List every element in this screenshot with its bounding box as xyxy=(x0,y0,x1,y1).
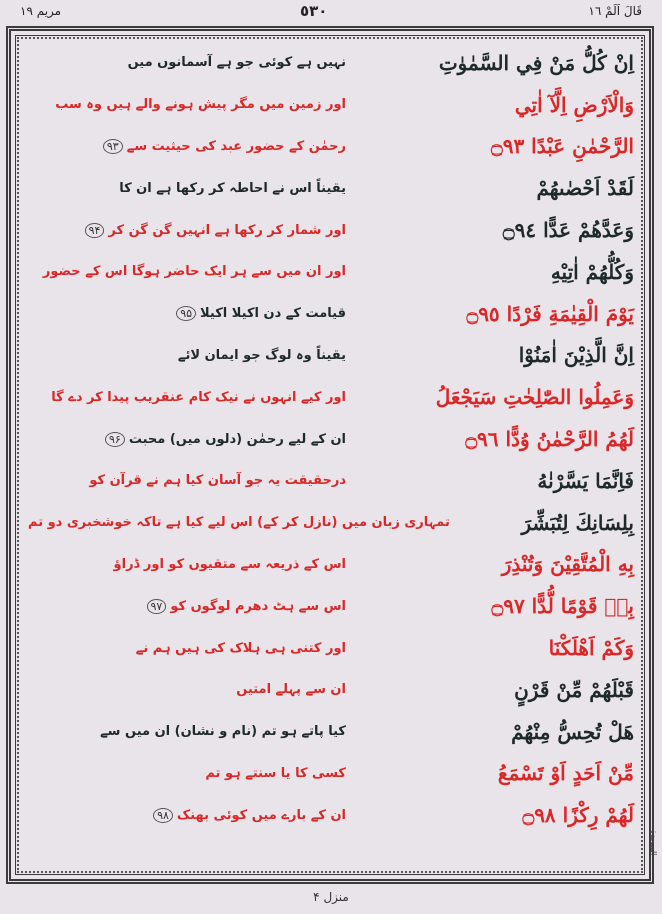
verse-row xyxy=(20,376,642,418)
verse-row xyxy=(20,753,642,795)
urdu-text: اور زمین میں مگر پیش ہونے والے ہیں وہ سب xyxy=(55,97,346,113)
verse-number-mark: ۹۸ xyxy=(153,808,173,823)
arabic-text: لَهُمُ الرَّحْمٰنُ وُدًّا ۝٩٦ xyxy=(465,427,634,452)
urdu-text: ان کے لیے رحمٰن (دلوں میں) محبت xyxy=(128,431,346,447)
urdu-text: رحمٰن کے حضور عبد کی حیثیت سے xyxy=(126,138,346,154)
verse-row xyxy=(20,42,642,84)
urdu-translation xyxy=(20,432,362,447)
urdu-translation xyxy=(20,473,362,488)
urdu-translation xyxy=(20,390,362,405)
verse-row xyxy=(20,84,642,126)
urdu-text: کیا پاتے ہو تم (نام و نشان) ان میں سے xyxy=(100,724,346,740)
urdu-translation xyxy=(20,682,362,697)
urdu-text: اور ان میں سے ہر ایک حاضر ہوگا اس کے حضور xyxy=(42,264,346,280)
verse-row xyxy=(20,460,642,502)
verse-row xyxy=(20,335,642,377)
urdu-translation xyxy=(20,223,362,238)
arabic-text: وَعَمِلُوا الصّٰلِحٰتِ سَيَجْعَلُ xyxy=(435,385,634,410)
arabic-text: لَهُمْ رِكْزًا ۝٩٨ xyxy=(522,803,634,828)
urdu-text: نہیں ہے کوئی جو ہے آسمانوں میں xyxy=(127,55,346,71)
manzil-footer: منزل ۴ xyxy=(313,890,349,904)
arabic-text: هَلْ تُحِسُّ مِنْهُمْ xyxy=(511,719,634,744)
urdu-text: اور شمار کر رکھا ہے انہیں گن گن کر xyxy=(108,222,346,238)
arabic-text: فَاِنَّمَا يَسَّرْنٰهُ xyxy=(537,468,634,493)
urdu-text: یقیناً اس نے احاطہ کر رکھا ہے ان کا xyxy=(119,180,346,196)
arabic-text: الرَّحْمٰنِ عَبْدًا ۝٩٣ xyxy=(491,134,634,159)
verse-row xyxy=(20,209,642,251)
verse-number-mark: ۹۳ xyxy=(103,139,123,154)
urdu-translation xyxy=(20,724,362,739)
arabic-text: بِهِ الْمُتَّقِيْنَ وَتُنْذِرَ xyxy=(501,552,634,577)
urdu-text: ان کے بارے میں کوئی بھنک xyxy=(176,807,346,823)
urdu-text: تمہاری زبان میں (نازل کر کے) اس لیے کیا ہے تاکہ خوشخبری دو تم xyxy=(28,515,450,531)
urdu-translation xyxy=(20,55,362,70)
urdu-translation xyxy=(20,557,362,572)
para-name: قَالَ اَلَمْ ١٦ xyxy=(588,4,642,18)
arabic-text: بِهٖ قَوْمًا لُّدًّا ۝٩٧ xyxy=(491,594,634,619)
verse-row xyxy=(20,794,642,836)
verse-number-mark: ۹۴ xyxy=(85,223,105,238)
urdu-text: یقیناً وہ لوگ جو ایمان لائے xyxy=(177,347,346,363)
arabic-text: يَوْمَ الْقِيٰمَةِ فَرْدًا ۝٩٥ xyxy=(466,301,634,326)
urdu-translation xyxy=(20,641,362,656)
arabic-text: مِّنْ اَحَدٍ اَوْ تَسْمَعُ xyxy=(497,761,634,786)
arabic-text: اِنْ كُلُّ مَنْ فِي السَّمٰوٰتِ xyxy=(438,50,634,75)
urdu-translation xyxy=(20,264,362,279)
verse-row xyxy=(20,126,642,168)
urdu-translation xyxy=(20,139,362,154)
verse-number-mark: ۹۶ xyxy=(105,432,125,447)
arabic-text: لَقَدْ اَحْصٰىهُمْ xyxy=(536,176,634,201)
urdu-translation xyxy=(20,306,362,321)
urdu-text: اس کے ذریعہ سے متقیوں کو اور ڈراؤ xyxy=(113,556,346,572)
verse-row xyxy=(20,669,642,711)
page-number: ٥٣٠ xyxy=(300,2,328,20)
verse-number-mark: ۹۷ xyxy=(147,599,167,614)
side-note: السجدة xyxy=(649,830,658,856)
arabic-text: اِنَّ الَّذِيْنَ اٰمَنُوْا xyxy=(518,343,634,368)
urdu-text: اس سے ہٹ دھرم لوگوں کو xyxy=(170,598,346,614)
arabic-text: وَكَمْ اَهْلَكْنَا xyxy=(548,636,634,661)
urdu-text: کسی کا یا سنتے ہو تم xyxy=(205,765,346,781)
verse-row xyxy=(20,251,642,293)
urdu-translation xyxy=(20,181,362,196)
verse-row xyxy=(20,167,642,209)
urdu-text: قیامت کے دن اکیلا اکیلا xyxy=(200,306,346,322)
verse-row xyxy=(20,293,642,335)
urdu-text: ان سے پہلے امتیں xyxy=(236,682,346,698)
page-header xyxy=(0,0,662,26)
verse-number-mark: ۹۵ xyxy=(176,306,196,321)
verse-rows xyxy=(20,42,642,836)
arabic-text: وَالْاَرْضِ اِلَّآ اٰتِي xyxy=(514,92,634,117)
verse-row xyxy=(20,627,642,669)
arabic-text: وَعَدَّهُمْ عَدًّا ۝٩٤ xyxy=(502,218,634,243)
verse-row xyxy=(20,711,642,753)
urdu-text: اور کتنی ہی ہلاک کی ہیں ہم نے xyxy=(135,640,346,656)
verse-row xyxy=(20,502,642,544)
arabic-text: بِلِسَانِكَ لِتُبَشِّرَ xyxy=(521,510,634,535)
surah-name: مريم ١٩ xyxy=(20,4,62,18)
arabic-text: وَكُلُّهُمْ اٰتِيْهِ xyxy=(550,259,634,284)
verse-row xyxy=(20,585,642,627)
urdu-translation xyxy=(20,766,362,781)
urdu-translation xyxy=(20,348,362,363)
urdu-text: اور کیے انہوں نے نیک کام عنقریب پیدا کر دے گا xyxy=(51,389,346,405)
verse-row xyxy=(20,418,642,460)
urdu-translation xyxy=(20,599,362,614)
verse-row xyxy=(20,544,642,586)
urdu-text: درحقیقت یہ جو آسان کیا ہم نے قرآن کو xyxy=(89,473,346,489)
arabic-text: قَبْلَهُمْ مِّنْ قَرْنٍ xyxy=(514,677,634,702)
urdu-translation xyxy=(20,808,362,823)
urdu-translation xyxy=(20,515,466,530)
urdu-translation xyxy=(20,97,362,112)
